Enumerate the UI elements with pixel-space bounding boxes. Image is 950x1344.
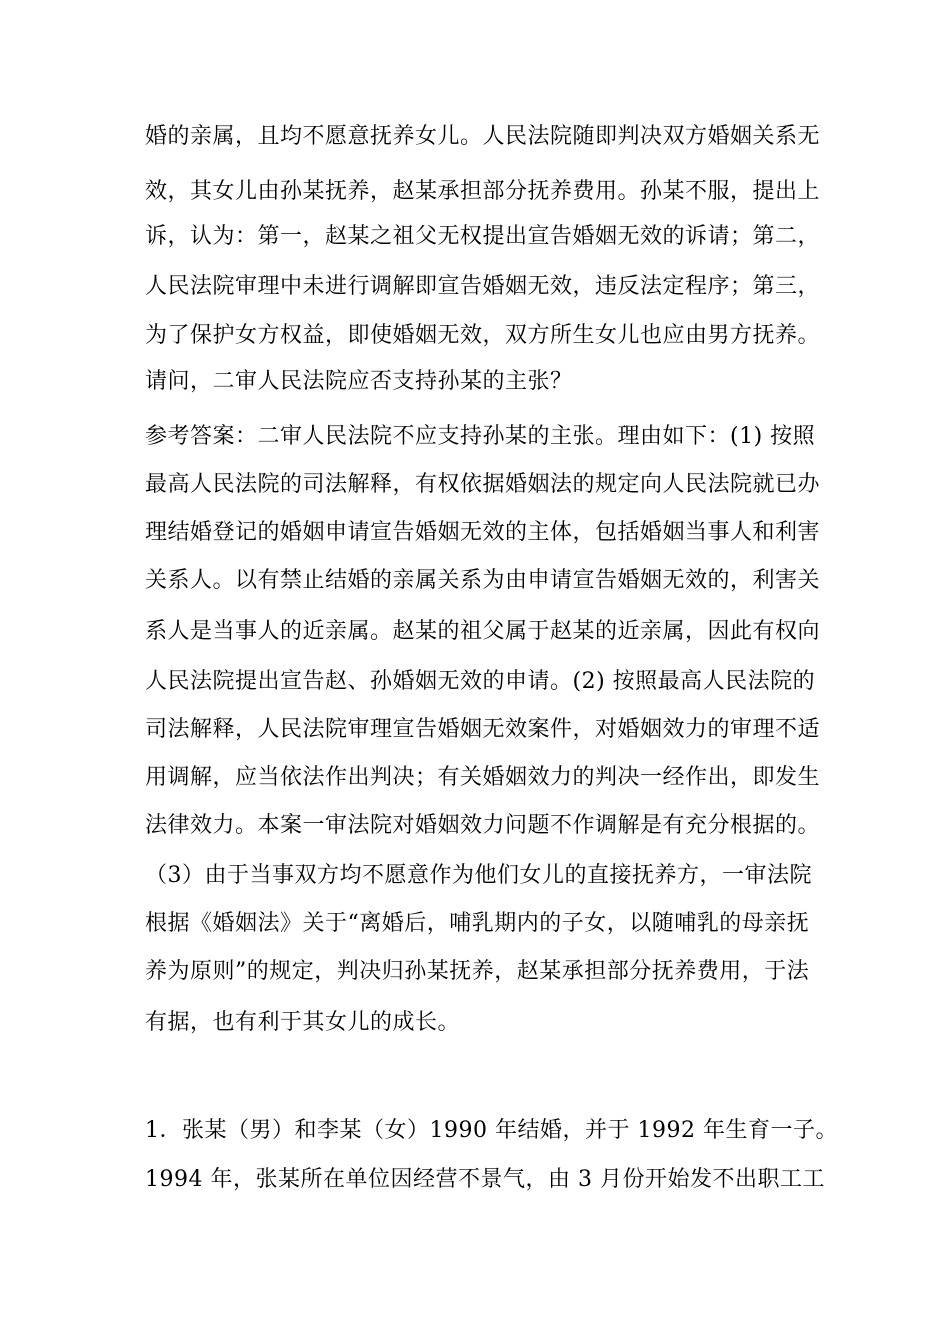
text-line: 关系人。以有禁止结婚的亲属关系为由申请宣告婚姻无效的，利害关 [145,568,821,593]
text-line: 1994 年，张某所在单位因经营不景气，由 3 月份开始发不出职工工 [145,1167,825,1192]
text-line: 人民法院审理中未进行调解即宣告婚姻无效，违反法定程序；第三， [145,274,821,299]
text-line: 有据，也有利于其女儿的成长。 [145,1010,461,1035]
text-line: 诉，认为：第一，赵某之祖父无权提出宣告婚姻无效的诉请；第二， [145,224,821,249]
text-line: 根据《婚姻法》关于“离婚后，哺乳期内的子女，以随哺乳的母亲抚 [145,911,810,936]
text-line: 理结婚登记的婚姻申请宣告婚姻无效的主体，包括婚姻当事人和利害 [145,520,821,545]
text-line: 为了保护女方权益，即使婚姻无效，双方所生女儿也应由男方抚养。 [145,323,821,348]
text-line: 司法解释，人民法院审理宣告婚姻无效案件，对婚姻效力的审理不适 [145,717,821,742]
text-line: 参考答案：二审人民法院不应支持孙某的主张。理由如下：(1) 按照 [145,424,816,449]
text-line: （3）由于当事双方均不愿意作为他们女儿的直接抚养方，一审法院 [145,863,812,888]
text-line: 人民法院提出宣告赵、孙婚姻无效的申请。(2) 按照最高人民法院的 [145,669,816,694]
text-line: 最高人民法院的司法解释，有权依据婚姻法的规定向人民法院就已办 [145,472,821,497]
text-line: 养为原则”的规定，判决归孙某抚养，赵某承担部分抚养费用，于法 [145,959,810,984]
text-line: 系人是当事人的近亲属。赵某的祖父属于赵某的近亲属，因此有权向 [145,619,821,644]
text-line: 效，其女儿由孙某抚养，赵某承担部分抚养费用。孙某不服，提出上 [145,179,821,204]
text-line: 请问，二审人民法院应否支持孙某的主张？ [145,369,573,394]
text-line: 1．张某（男）和李某（女）1990 年结婚，并于 1992 年生育一子。 [145,1118,838,1143]
text-line: 法律效力。本案一审法院对婚姻效力问题不作调解是有充分根据的。 [145,813,821,838]
text-line: 婚的亲属，且均不愿意抚养女儿。人民法院随即判决双方婚姻关系无 [145,124,821,149]
text-line: 用调解，应当依法作出判决；有关婚姻效力的判决一经作出，即发生 [145,765,821,790]
